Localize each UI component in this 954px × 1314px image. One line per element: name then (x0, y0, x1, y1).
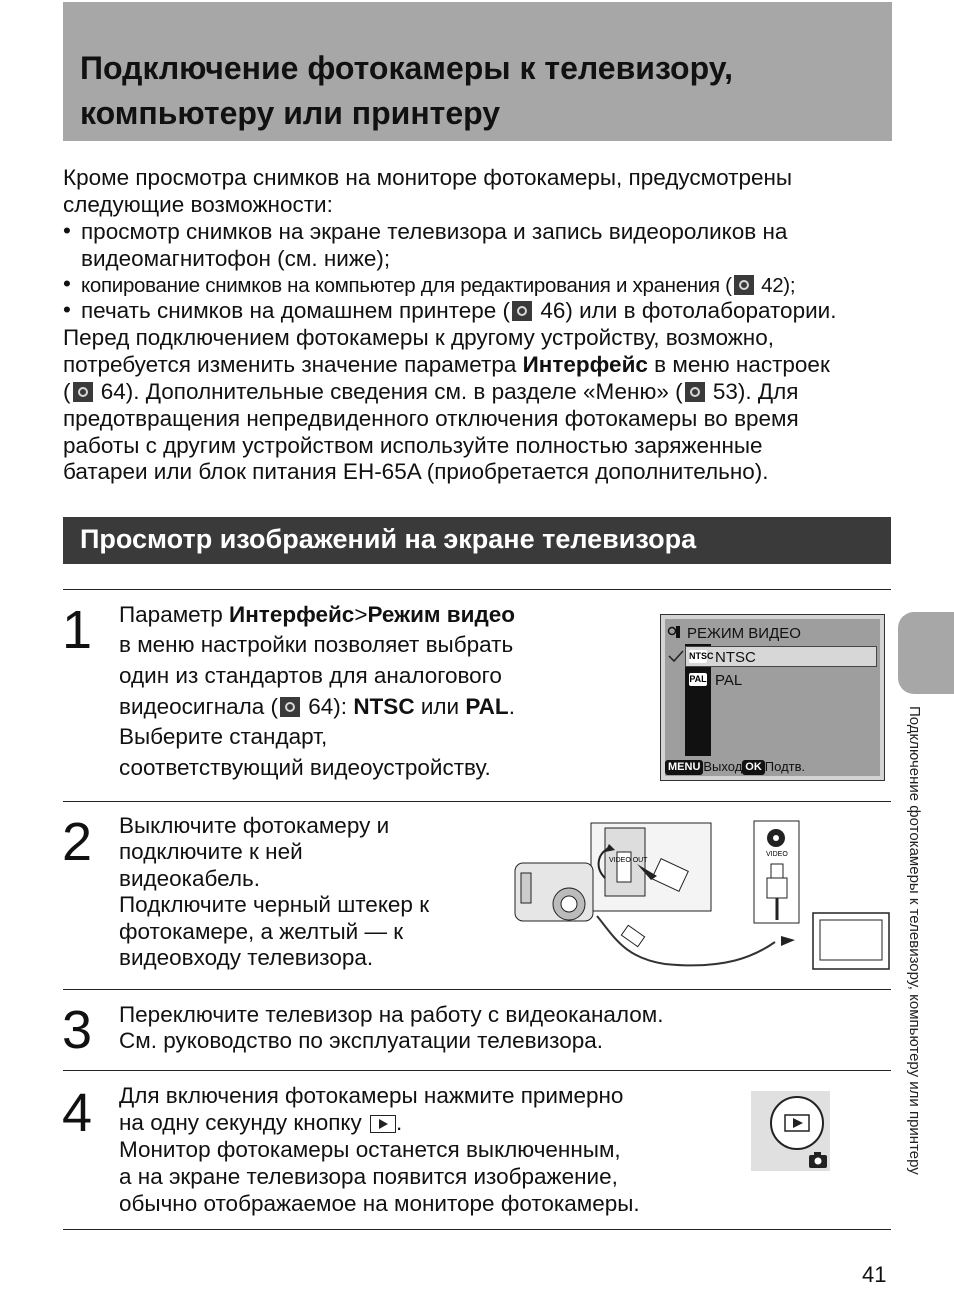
menu-option-ntsc[interactable]: NTSC (715, 649, 756, 666)
bullet-item: просмотр снимков на экране телевизора и запись видеороликов на (81, 219, 788, 244)
page-title-banner (63, 2, 892, 141)
step-text: Выключите фотокамеру и (119, 813, 390, 838)
step-text: один из стандартов для аналогового (119, 663, 502, 688)
intro-line: Кроме просмотра снимков на мониторе фотокамеры, предусмотрены (63, 165, 793, 190)
intro-line: следующие возможности: (63, 192, 333, 217)
step-text: видеокабель. (119, 866, 261, 891)
page-title-line-1: Подключение фотокамеры к телевизору, (80, 50, 733, 86)
camera-tv-connection-illustration (505, 818, 895, 976)
step-text: на одну секунду кнопку . (119, 1110, 403, 1135)
divider (63, 989, 891, 990)
intro-paragraph-line: батареи или блок питания EH-65A (приобретается дополнительно). (63, 459, 769, 484)
divider (63, 801, 891, 802)
ntsc-badge-icon: NTSC (689, 651, 714, 661)
step-text: видеовходу телевизора. (119, 945, 374, 970)
step-text: Подключите черный штекер к (119, 892, 430, 917)
intro-paragraph-line: Перед подключением фотокамеры к другому устройству, возможно, (63, 325, 774, 350)
divider (63, 1070, 891, 1071)
step-number: 4 (62, 1083, 93, 1143)
chapter-side-text: Подключение фотокамеры к телевизору, компьютеру или принтеру (906, 706, 923, 1175)
intro-paragraph-line: потребуется изменить значение параметра Интерфейс в меню настроек (63, 352, 830, 377)
page-number: 41 (862, 1262, 887, 1287)
divider (63, 1229, 891, 1230)
check-icon (668, 650, 684, 663)
divider (63, 589, 891, 590)
setup-icon (667, 625, 681, 639)
chapter-side-tab (898, 612, 954, 694)
bullet-dot: • (63, 271, 71, 296)
step-text: Выберите стандарт, (119, 724, 328, 749)
step-text: Монитор фотокамеры останется выключенным, (119, 1137, 621, 1162)
menu-key-badge: MENU (665, 760, 703, 775)
step-number: 1 (62, 600, 93, 660)
play-button-icon (370, 1115, 396, 1133)
reference-icon (685, 382, 705, 402)
step-text: Переключите телевизор на работу с видеоканалом. (119, 1002, 664, 1027)
reference-icon (734, 275, 754, 295)
step-text: соответствующий видеоустройству. (119, 755, 491, 780)
intro-paragraph-line: ( 64). Дополнительные сведения см. в разделе «Меню» ( 53). Для (63, 379, 799, 404)
video-out-label: VIDEO OUT (609, 857, 648, 864)
playback-button-illustration (751, 1091, 830, 1171)
section-title: Просмотр изображений на экране телевизора (80, 524, 697, 554)
page-title-line-2: компьютеру или принтеру (80, 95, 501, 131)
pal-badge-icon: PAL (689, 674, 707, 684)
menu-screen-inner (665, 619, 880, 776)
bullet-item: печать снимков на домашнем принтере ( 46) или в фотолаборатории. (81, 298, 837, 323)
step-number: 3 (62, 1000, 93, 1060)
tv-video-label: VIDEO (766, 851, 788, 858)
intro-paragraph-line: предотвращения непредвиденного отключения фотокамеры во время (63, 406, 799, 431)
bullet-dot: • (63, 218, 71, 243)
reference-icon (280, 697, 300, 717)
step-text: фотокамере, а желтый — к (119, 919, 404, 944)
menu-footer: MENU Выход OK Подтв. (665, 759, 805, 775)
step-text: видеосигнала ( 64): NTSC или PAL. (119, 694, 515, 719)
step-number: 2 (62, 812, 93, 872)
bullet-item: копирование снимков на компьютер для редактирования и хранения ( 42); (81, 274, 796, 297)
reference-icon (512, 301, 532, 321)
intro-paragraph-line: работы с другим устройством используйте полностью заряженные (63, 433, 763, 458)
menu-title: РЕЖИМ ВИДЕО (687, 625, 801, 642)
step-text: подключите к ней (119, 839, 303, 864)
bullet-dot: • (63, 297, 71, 322)
step-text: а на экране телевизора появится изображение, (119, 1164, 618, 1189)
section-header (63, 517, 891, 564)
step-text: Параметр Интерфейс>Режим видео (119, 602, 516, 627)
step-text: в меню настройки позволяет выбрать (119, 632, 514, 657)
camera-menu-screen (660, 614, 885, 781)
step-text: Для включения фотокамеры нажмите примерно (119, 1083, 624, 1108)
step-text: обычно отображаемое на мониторе фотокамеры. (119, 1191, 640, 1216)
reference-icon (73, 382, 93, 402)
ok-key-badge: OK (742, 760, 765, 775)
step-text: См. руководство по эксплуатации телевизора. (119, 1028, 603, 1053)
menu-option-pal[interactable]: PAL (715, 672, 743, 689)
bullet-item: видеомагнитофон (см. ниже); (81, 246, 391, 271)
